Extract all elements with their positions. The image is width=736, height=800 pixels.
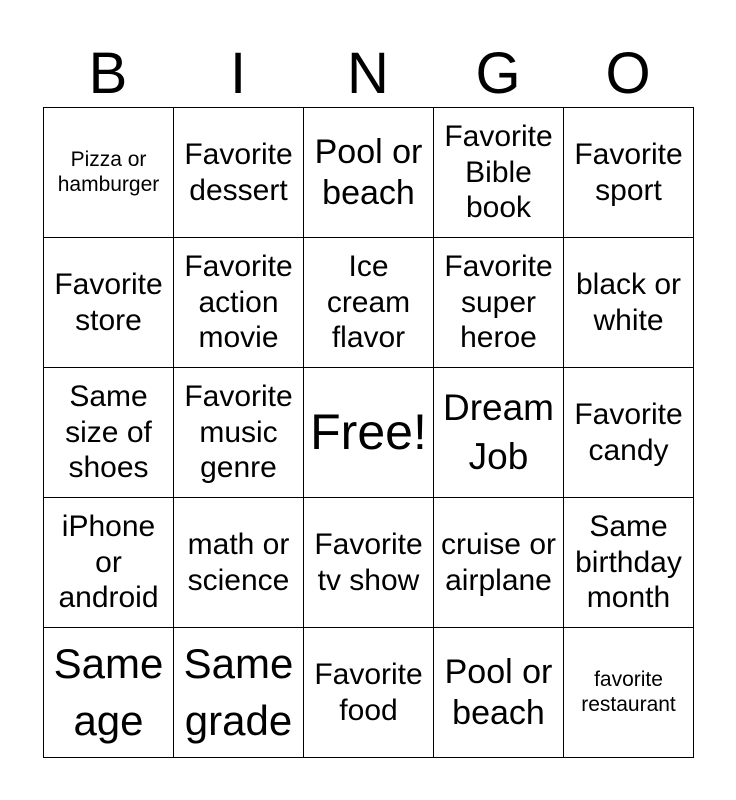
bingo-cell[interactable]: Pool or beach	[304, 108, 434, 238]
bingo-cell[interactable]: Favorite dessert	[174, 108, 304, 238]
bingo-cell[interactable]: black or white	[564, 238, 694, 368]
bingo-cell[interactable]: Same birthday month	[564, 498, 694, 628]
bingo-cell[interactable]: Pizza or hamburger	[44, 108, 174, 238]
bingo-cell[interactable]: Same grade	[174, 628, 304, 758]
bingo-board	[43, 107, 694, 758]
header-letter-b: B	[88, 41, 128, 106]
header-letter-o: O	[605, 41, 651, 106]
header-letter-g: G	[475, 41, 521, 106]
bingo-header	[43, 40, 693, 108]
bingo-cell[interactable]: Favorite tv show	[304, 498, 434, 628]
bingo-cell[interactable]: Favorite music genre	[174, 368, 304, 498]
bingo-cell[interactable]: Favorite food	[304, 628, 434, 758]
bingo-cell[interactable]: Favorite super heroe	[434, 238, 564, 368]
bingo-cell[interactable]: Favorite store	[44, 238, 174, 368]
header-letter-i: I	[229, 41, 247, 106]
bingo-cell[interactable]: Same size of shoes	[44, 368, 174, 498]
bingo-cell[interactable]: Favorite candy	[564, 368, 694, 498]
free-space-cell[interactable]: Free!	[304, 368, 434, 498]
bingo-cell[interactable]: Favorite sport	[564, 108, 694, 238]
bingo-cell[interactable]: iPhone or android	[44, 498, 174, 628]
bingo-cell[interactable]: cruise or airplane	[434, 498, 564, 628]
header-letter-n: N	[347, 41, 389, 106]
bingo-cell[interactable]: Ice cream flavor	[304, 238, 434, 368]
bingo-cell[interactable]: favorite restaurant	[564, 628, 694, 758]
bingo-cell[interactable]: Pool or beach	[434, 628, 564, 758]
bingo-cell[interactable]: Favorite action movie	[174, 238, 304, 368]
bingo-cell[interactable]: Same age	[44, 628, 174, 758]
bingo-cell[interactable]: math or science	[174, 498, 304, 628]
bingo-cell[interactable]: Favorite Bible book	[434, 108, 564, 238]
bingo-cell[interactable]: Dream Job	[434, 368, 564, 498]
